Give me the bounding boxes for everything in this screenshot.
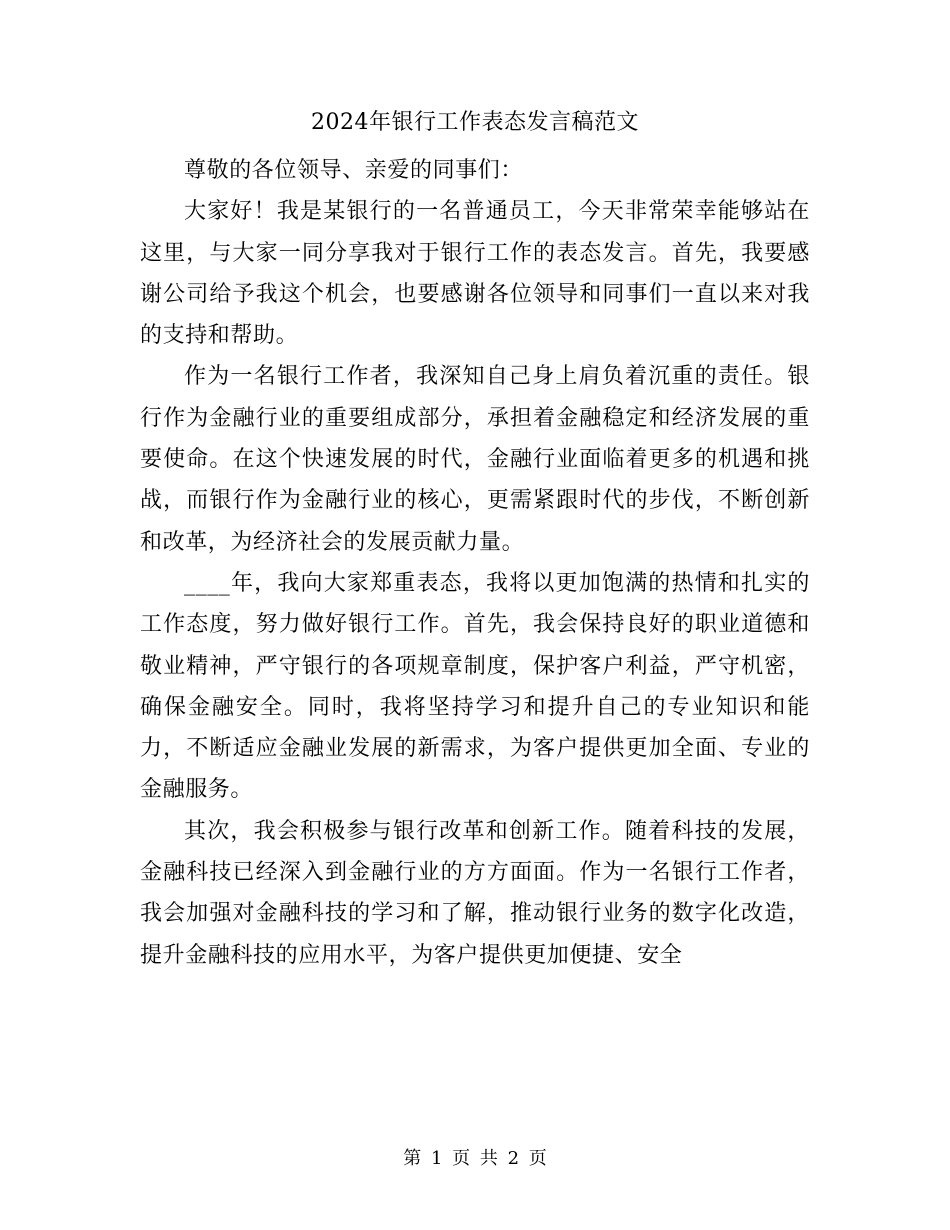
paragraph-salutation: 尊敬的各位领导、亲爱的同事们： bbox=[184, 158, 524, 183]
document-title: 2024年银行工作表态发言稿范文 bbox=[311, 110, 639, 135]
page-footer: 第 1 页 共 2 页 bbox=[403, 1148, 547, 1169]
paragraph-innovation: 其次，我会积极参与银行改革和创新工作。随着科技的发展，金融科技已经深入到金融行业的方方面面。作为一名银行工作者，我会加强对金融科技的学习和了解，推动银行业务的数字化改造，提升金融科技的应用水平，为客户提供更加便捷、安全 bbox=[140, 818, 810, 968]
paragraph-responsibility: 作为一名银行工作者，我深知自己身上肩负着沉重的责任。银行作为金融行业的重要组成部分，承担着金融稳定和经济发展的重要使命。在这个快速发展的时代，金融行业面临着更多的机遇和挑战，而银行作为金融行业的核心，更需紧跟时代的步伐，不断创新和改革，为经济社会的发展贡献力量。 bbox=[140, 364, 810, 555]
paragraph-pledge: ____年，我向大家郑重表态，我将以更加饱满的热情和扎实的工作态度，努力做好银行工作。首先，我会保持良好的职业道德和敬业精神，严守银行的各项规章制度，保护客户利益，严守机密，确保金融安全。同时，我将坚持学习和提升自己的专业知识和能力，不断适应金融业发展的新需求，为客户提供更加全面、专业的金融服务。 bbox=[140, 570, 810, 803]
paragraph-greeting: 大家好！我是某银行的一名普通员工，今天非常荣幸能够站在这里，与大家一同分享我对于银行工作的表态发言。首先，我要感谢公司给予我这个机会，也要感谢各位领导和同事们一直以来对我的支持和帮助。 bbox=[140, 199, 810, 349]
document-body bbox=[140, 150, 810, 976]
